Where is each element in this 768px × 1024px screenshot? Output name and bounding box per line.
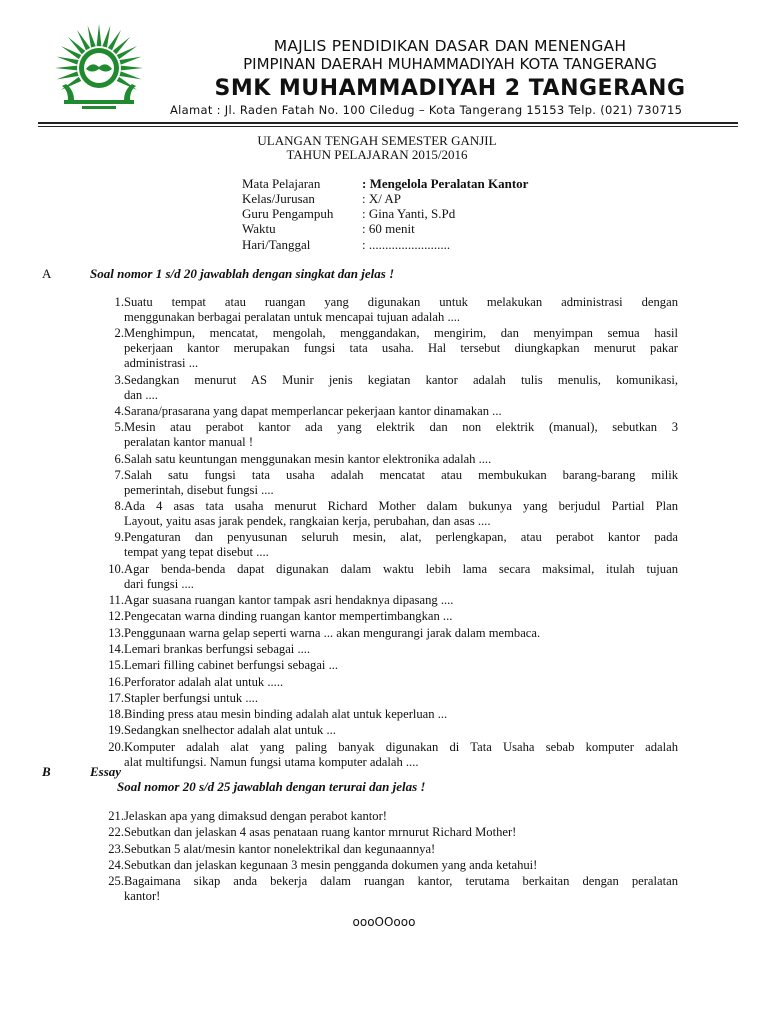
question-line: Agar benda-benda dapat digunakan dalam waktu lebih lama secara maksimal, itulah tujuan: [124, 561, 678, 576]
question-line: Sarana/prasarana yang dapat memperlancar pekerjaan kantor dinamakan ...: [124, 403, 502, 418]
question-line: Komputer adalah alat yang paling banyak digunakan di Tata Usaha sebab komputer adalah: [124, 739, 678, 754]
question-line: Salah satu fungsi tata usaha adalah mencatat atau membukukan barang-barang milik: [124, 467, 678, 482]
exam-year: TAHUN PELAJARAN 2015/2016: [286, 147, 468, 162]
question-text: [124, 452, 678, 467]
question-number: 9.: [114, 530, 124, 545]
question-line: Sedangkan menurut AS Munir jenis kegiatan kantor adalah tulis menulis, komunikasi,: [124, 372, 678, 387]
question-line: Bagaimana sikap anda bekerja dalam ruangan kantor, terutama berkaitan dengan peralatan: [124, 874, 678, 889]
question-line: Suatu tempat atau ruangan yang digunakan untuk melakukan administrasi dengan: [124, 295, 678, 309]
question-text: [124, 809, 678, 824]
letterhead-regional: PIMPINAN DAERAH MUHAMMADIYAH KOTA TANGERANG: [243, 55, 657, 73]
section-b-title: Essay: [90, 764, 122, 779]
question-line: Mesin atau perabot kantor ada yang elektrik dan non elektrik (manual), sebutkan 3: [124, 420, 678, 435]
question-line: Lemari filling cabinet berfungsi sebagai ...: [124, 658, 339, 673]
letterhead-address: Alamat : Jl. Raden Fatah No. 100 Ciledug – Kota Tangerang 15153 Telp. (021) 730715: [170, 103, 683, 117]
question-line: Pengecatan warna dinding ruangan kantor mempertimbangkan ...: [124, 609, 453, 624]
question-line: Pengaturan dan penyusunan seluruh mesin, alat, perlengkapan, atau perabot kantor pada: [124, 530, 678, 545]
question-line: Jelaskan apa yang dimaksud dengan perabot kantor!: [124, 809, 387, 823]
question-number: 7.: [114, 467, 124, 482]
question-text: [124, 468, 678, 498]
question-number: 5.: [114, 420, 124, 435]
info-label: Guru Pengampuh: [242, 206, 334, 221]
question-number: 18.: [108, 707, 124, 722]
info-label: Mata Pelajaran: [242, 176, 321, 191]
question-text: [124, 626, 678, 641]
question-text: [124, 707, 678, 722]
question-text: [124, 858, 678, 873]
question-line: alat multifungsi. Namun fungsi utama komputer adalah ....: [124, 754, 419, 769]
question-line: Menghimpun, mencatat, mengolah, menggandakan, mengirim, dan menyimpan semua hasil: [124, 326, 678, 341]
question-line: pemerintah, disebut fungsi ....: [124, 482, 274, 497]
question-text: [124, 723, 678, 738]
question-text: [124, 420, 678, 450]
question-number: 13.: [108, 625, 124, 640]
letterhead-school-name: SMK MUHAMMADIYAH 2 TANGERANG: [214, 76, 686, 101]
question-line: Stapler berfungsi untuk ....: [124, 690, 258, 705]
question-line: pekerjaan kantor merupakan fungsi tata usaha. Hal tersebut diungkapkan menurut pakar: [124, 341, 678, 356]
question-text: [124, 609, 678, 624]
question-number: 12.: [108, 609, 124, 624]
exam-title: ULANGAN TENGAH SEMESTER GANJIL: [257, 133, 497, 148]
info-value: : .........................: [362, 237, 451, 252]
question-text: [124, 658, 678, 673]
question-line: Salah satu keuntungan menggunakan mesin kantor elektronika adalah ....: [124, 451, 492, 466]
info-value: : Mengelola Peralatan Kantor: [362, 176, 529, 191]
question-number: 19.: [108, 723, 124, 738]
question-text: [124, 691, 678, 706]
question-number: 21.: [108, 809, 124, 823]
question-line: Sebutkan dan jelaskan 4 asas penataan ruang kantor mrnurut Richard Mother!: [124, 825, 517, 840]
question-line: Sebutkan dan jelaskan kegunaan 3 mesin pengganda dokumen yang anda ketahui!: [124, 857, 538, 872]
question-number: 11.: [108, 593, 124, 607]
letterhead-rule-thin: [38, 126, 738, 127]
question-number: 17.: [108, 690, 124, 705]
question-text: [124, 642, 678, 657]
section-a-instruction: Soal nomor 1 s/d 20 jawablah dengan singkat dan jelas !: [90, 266, 395, 281]
question-number: 10.: [108, 561, 124, 576]
muhammadiyah-logo-icon: [38, 22, 160, 118]
question-number: 1.: [114, 295, 124, 309]
question-text: [124, 842, 678, 857]
question-number: 23.: [108, 841, 124, 856]
question-number: 8.: [114, 499, 124, 514]
question-text: [124, 295, 678, 325]
question-line: Ada 4 asas tata usaha menurut Richard Mother dalam bukunya yang berjudul Partial Plan: [124, 499, 678, 514]
letterhead-rule-thick: [38, 122, 738, 124]
question-line: Layout, yaitu asas jarak pendek, rangkaian kerja, perubahan, dan asas ....: [124, 514, 491, 529]
question-line: tempat yang tepat disebut ....: [124, 545, 269, 560]
question-line: menggunakan berbagai peralatan untuk mencapai tujuan adalah ....: [124, 310, 461, 324]
question-text: [124, 530, 678, 560]
question-text: [124, 562, 678, 592]
question-text: [124, 326, 678, 371]
info-label: Kelas/Jurusan: [242, 191, 315, 206]
question-line: Sedangkan snelhector adalah alat untuk ...: [124, 723, 336, 738]
question-number: 14.: [108, 641, 124, 656]
section-a-letter: A: [42, 266, 52, 281]
question-number: 24.: [108, 857, 124, 872]
question-number: 20.: [108, 739, 124, 754]
question-text: [124, 373, 678, 403]
question-number: 3.: [114, 372, 124, 387]
question-text: [124, 499, 678, 529]
question-line: Penggunaan warna gelap seperti warna ... akan mengurangi jarak dalam membaca.: [124, 625, 541, 640]
question-line: Binding press atau mesin binding adalah alat untuk keperluan ...: [124, 707, 448, 722]
question-text: [124, 874, 678, 904]
question-text: [124, 740, 678, 770]
question-line: Perforator adalah alat untuk .....: [124, 674, 284, 689]
question-number: 4.: [114, 403, 124, 418]
question-text: [124, 404, 678, 419]
question-number: 22.: [108, 825, 124, 840]
info-value: : Gina Yanti, S.Pd: [362, 206, 456, 221]
question-line: Agar suasana ruangan kantor tampak asri hendaknya dipasang ....: [124, 593, 454, 607]
question-line: dari fungsi ....: [124, 576, 194, 591]
question-text: [124, 825, 678, 840]
info-value: : X/ AP: [362, 191, 402, 206]
section-b-letter: B: [42, 764, 51, 779]
section-b-instruction: Soal nomor 20 s/d 25 jawablah dengan terurai dan jelas !: [117, 779, 426, 794]
question-number: 16.: [108, 674, 124, 689]
question-text: [124, 593, 678, 608]
info-label: Hari/Tanggal: [242, 237, 311, 252]
question-line: kantor!: [124, 889, 161, 904]
question-line: Lemari brankas berfungsi sebagai ....: [124, 641, 311, 656]
info-value: : 60 menit: [362, 221, 415, 236]
closing-ornament: oooOOooo: [352, 915, 416, 929]
question-line: peralatan kantor manual !: [124, 435, 254, 450]
question-line: Sebutkan 5 alat/mesin kantor nonelektrikal dan kegunaannya!: [124, 841, 436, 856]
question-text: [124, 675, 678, 690]
question-number: 15.: [108, 658, 124, 673]
question-number: 2.: [114, 326, 124, 341]
info-label: Waktu: [242, 221, 276, 236]
letterhead-council: MAJLIS PENDIDIKAN DASAR DAN MENENGAH: [273, 37, 627, 55]
question-number: 6.: [114, 451, 124, 466]
question-line: dan ....: [124, 387, 158, 402]
question-line: administrasi ...: [124, 356, 199, 371]
question-number: 25.: [108, 874, 124, 889]
